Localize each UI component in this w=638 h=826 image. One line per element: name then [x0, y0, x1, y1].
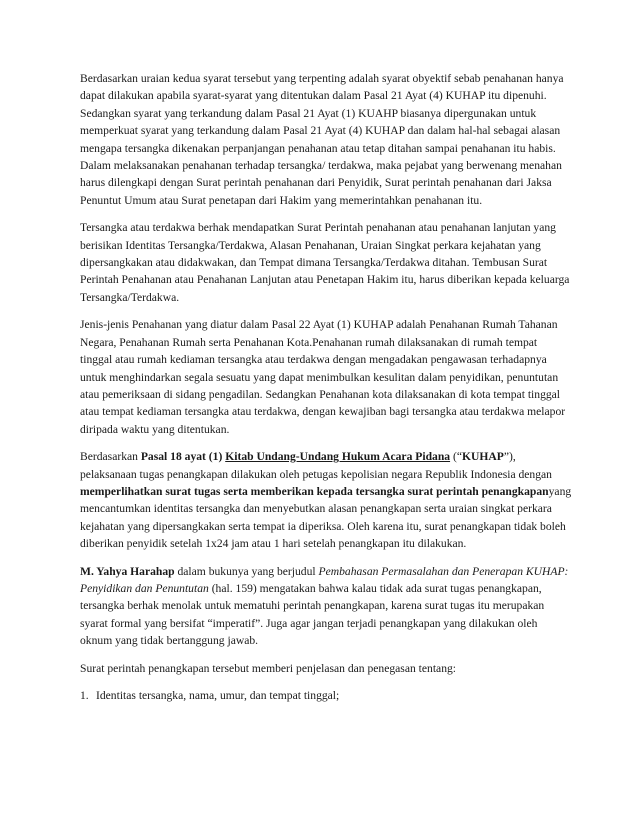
list-item [80, 687, 572, 704]
p4-bold-phrase: memperlihatkan surat tugas serta memberikan kepada tersangka surat perintah penangkapan [80, 484, 549, 498]
list-item-text: Identitas tersangka, nama, umur, dan tempat tinggal; [96, 689, 340, 702]
author-name: M. Yahya Harahap [80, 564, 175, 578]
p4-paren-close: ”), pelaksanaan tugas penangkapan dilakukan oleh petugas kepolisian negara Republik Indonesia dengan [80, 450, 552, 481]
book-title: Pembahasan Permasalahan dan Penerapan KUHAP: Penyidikan dan Penuntutan [80, 564, 569, 595]
paragraph-hak-tersangka: Tersangka atau terdakwa berhak mendapatkan Surat Perintah penahanan atau penahanan lanjutan yang berisikan Identitas Tersangka/Terdakwa, Alasan Penahanan, Uraian Singkat perkara kejahatan yang dipersangkakan atau didakwakan, dan Tempat dimana Tersangka/Terdakwa ditahan. Tembusan Surat Perintah Penahanan atau Penahanan Lanjutan atau Penetapan Hakim itu, harus diberikan kepada keluarga Tersangka/Terdakwa. [80, 221, 570, 304]
p5-mid: dalam bukunya yang berjudul [174, 564, 319, 578]
kuhap-abbrev: KUHAP [461, 450, 504, 464]
kuhap-link[interactable]: Kitab Undang-Undang Hukum Acara Pidana [225, 450, 451, 464]
document-page [80, 70, 572, 704]
paragraph-jenis-penahanan: Jenis-jenis Penahanan yang diatur dalam Pasal 22 Ayat (1) KUHAP adalah Penahanan Rumah Tahanan Negara, Penahanan Rumah serta Penahanan Kota.Penahanan rumah dilaksanakan di rumah tempat tinggal atau rumah kediaman tersangka atau terdakwa dengan mengadakan pengawasan terhadapnya untuk menghindarkan segala sesuatu yang dapat menimbulkan kesulitan dalam penyidikan, penuntutan atau pemeriksaan di sidang pengadilan. Sedangkan Penahanan kota dilaksanakan di kota tempat tinggal atau tempat kediaman tersangka atau terdakwa, dengan kewajiban bagi tersangka atau terdakwa melapor diripada waktu yang ditentukan. [80, 318, 566, 436]
pasal-18-reference: Pasal 18 ayat (1) [140, 450, 223, 464]
p4-paren-open: (“ [450, 450, 462, 464]
list-item-number: 1. [80, 689, 89, 702]
p4-rest: yang mencantumkan identitas tersangka dan menyebutkan alasan penangkapan serta uraian singkat perkara kejahatan yang dipersangkakan serta tempat ia diperiksa. Oleh karena itu, surat penangkapan tidak boleh diberikan penyidik setelah 1x24 jam atau 1 hari setelah penangkapan itu dilakukan. [80, 484, 572, 551]
paragraph-syarat-penahanan: Berdasarkan uraian kedua syarat tersebut yang terpenting adalah syarat obyektif sebab penahanan hanya dapat dilakukan apabila syarat-syarat yang ditentukan dalam Pasal 21 Ayat (4) KUHAP itu dipenuhi. Sedangkan syarat yang terkandung dalam Pasal 21 Ayat (1) KUAHP biasanya dipergunakan untuk memperkuat syarat yang terkandung dalam Pasal 21 Ayat (4) KUHAP dan dalam hal-hal sebagai alasan mengapa tersangka dikenakan perpanjangan penahanan atau tetap ditahan sampai penahanan itu habis. Dalam melaksanakan penahanan terhadap tersangka/ terdakwa, maka pejabat yang berwenang menahan harus dilengkapi dengan Surat perintah penahanan dari Penyidik, Surat perintah penahanan dari Jaksa Penuntut Umum atau Surat penetapan dari Hakim yang memerintahkan penahanan itu. [80, 72, 564, 207]
paragraph-yahya-harahap [80, 563, 572, 650]
paragraph-pasal-18 [80, 448, 572, 552]
p5-rest: (hal. 159) mengatakan bahwa kalau tidak ada surat tugas penangkapan, tersangka berhak menolak untuk mematuhi perintah penangkapan, karena surat tugas itu merupakan syarat formal yang bersifat “imperatif”. Juga agar jangan terjadi penangkapan yang dilakukan oleh oknum yang tidak bertanggung jawab. [80, 581, 545, 648]
p4-lead: Berdasarkan [80, 450, 141, 464]
paragraph-surat-perintah: Surat perintah penangkapan tersebut memberi penjelasan dan penegasan tentang: [80, 661, 457, 675]
